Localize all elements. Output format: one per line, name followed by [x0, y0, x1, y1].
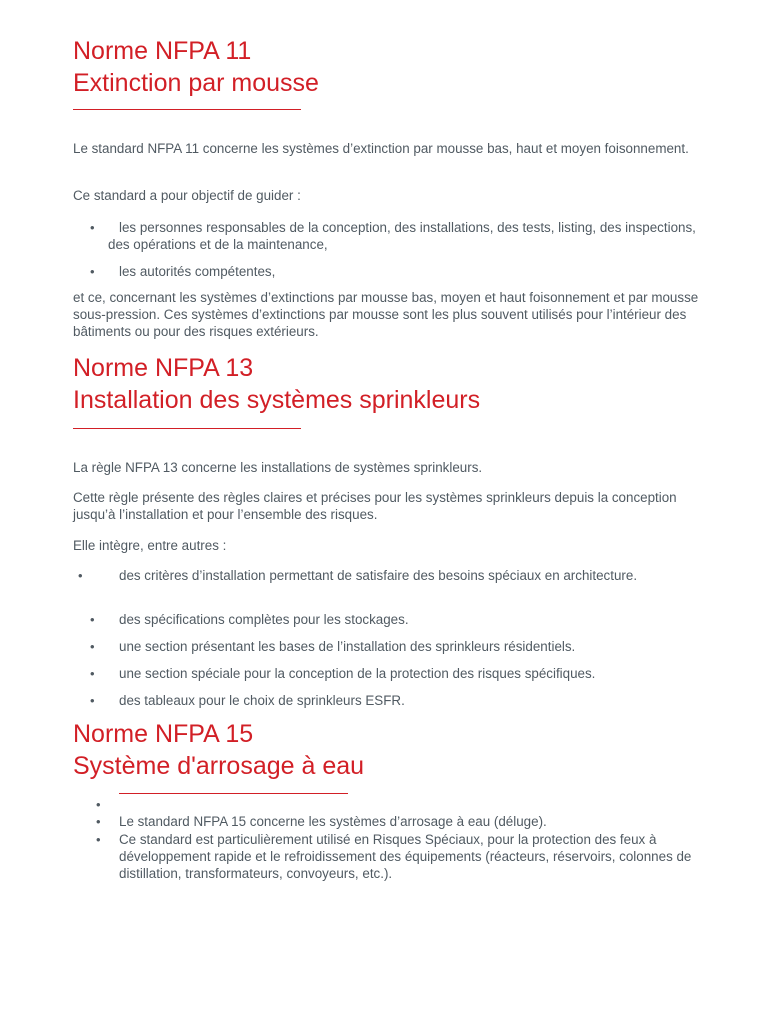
heading-line-2: Installation des systèmes sprinkleurs: [73, 386, 481, 414]
paragraph: et ce, concernant les systèmes d’extinctions par mousse bas, moyen et haut foisonnement et par mousse sous-pression. Ces systèmes d’extinctions par mousse sont les plus souvent utilisés pour l’intérieur des bâtiments ou pour des risques extérieurs.: [73, 290, 699, 339]
list-item: des critères d’installation permettant de satisfaire des besoins spéciaux en architecture.: [119, 568, 638, 583]
bullet-icon: •: [96, 797, 101, 812]
bullet-icon: •: [90, 220, 95, 235]
heading-nfpa-13: [73, 352, 480, 416]
bullet-icon: •: [96, 832, 101, 847]
heading-line-1: Norme NFPA 13: [73, 354, 254, 382]
bullet-icon: •: [90, 639, 95, 654]
bullet-icon: •: [78, 568, 83, 583]
heading-nfpa-11: [73, 35, 319, 99]
paragraph: Le standard NFPA 11 concerne les systèmes d’extinction par mousse bas, haut et moyen foisonnement.: [73, 141, 689, 156]
heading-nfpa-15: [73, 718, 364, 782]
list-item: une section présentant les bases de l’installation des sprinkleurs résidentiels.: [119, 639, 576, 654]
bullet-icon: •: [90, 264, 95, 279]
bullet-icon: •: [90, 693, 95, 708]
list-item: Le standard NFPA 15 concerne les systèmes d’arrosage à eau (déluge).: [119, 814, 547, 829]
paragraph: La règle NFPA 13 concerne les installations de systèmes sprinkleurs.: [73, 460, 483, 475]
heading-rule: [119, 793, 348, 794]
heading-line-2: Système d'arrosage à eau: [73, 752, 365, 780]
heading-rule: [73, 428, 301, 429]
heading-line-2: Extinction par mousse: [73, 69, 319, 97]
heading-line-1: Norme NFPA 11: [73, 37, 252, 65]
paragraph: Elle intègre, entre autres :: [73, 538, 227, 553]
list-item: les autorités compétentes,: [119, 264, 276, 279]
list-item: les personnes responsables de la conception, des installations, des tests, listing, des inspections, des opérations et de la maintenance,: [108, 220, 696, 252]
list-item: Ce standard est particulièrement utilisé en Risques Spéciaux, pour la protection des feux à développement rapide et le refroidissement des équipements (réacteurs, réservoirs, colonnes de distillation, transformateurs, convoyeurs, etc.).: [119, 832, 692, 881]
heading-line-1: Norme NFPA 15: [73, 720, 254, 748]
bullet-icon: •: [96, 814, 101, 829]
list-item: des tableaux pour le choix de sprinkleurs ESFR.: [119, 693, 405, 708]
paragraph: Cette règle présente des règles claires et précises pour les systèmes sprinkleurs depuis la conception jusqu’à l’installation et pour l’ensemble des risques.: [73, 490, 677, 522]
bullet-icon: •: [90, 612, 95, 627]
paragraph: Ce standard a pour objectif de guider :: [73, 188, 301, 203]
list-item: une section spéciale pour la conception de la protection des risques spécifiques.: [119, 666, 596, 681]
bullet-icon: •: [90, 666, 95, 681]
heading-rule: [73, 109, 301, 110]
list-item: des spécifications complètes pour les stockages.: [119, 612, 409, 627]
